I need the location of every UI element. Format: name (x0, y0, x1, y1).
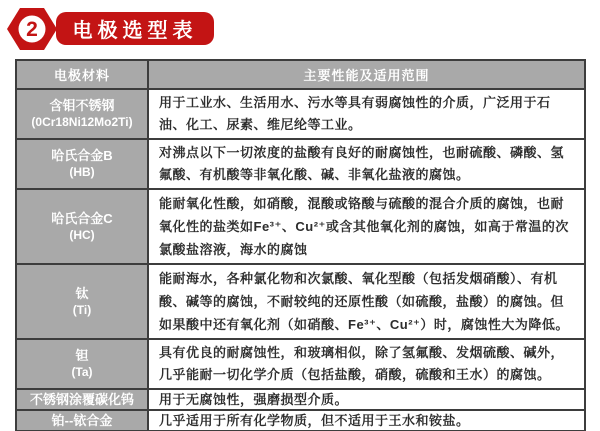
material-name: 不锈钢涂覆碳化钨 (29, 392, 134, 407)
material-cell (16, 264, 148, 339)
material-name: 哈氏合金C (51, 210, 113, 226)
table-row (16, 139, 585, 189)
material-cell (16, 139, 148, 189)
table-row (16, 339, 585, 389)
material-name: 铂--铱合金 (51, 413, 113, 428)
material-code: (Ti) (72, 302, 92, 317)
description-cell: 具有优良的耐腐蚀性，和玻璃相似，除了氢氟酸、发烟硫酸、碱外，几乎能耐一切化学介质（包括盐酸，硝酸，硫酸和王水）的腐蚀。 (148, 339, 585, 389)
description-cell: 能耐氧化性酸，如硝酸，混酸或铬酸与硫酸的混合介质的腐蚀，也耐氧化性的盐类如Fe³⁺、Cu²⁺或含其他氧化剂的腐蚀，如高于常温的次氯酸盐溶液，海水的腐蚀 (148, 189, 585, 264)
material-code: (Ta) (71, 365, 93, 379)
description-cell: 用于无腐蚀性，强磨损型介质。 (148, 389, 585, 410)
material-name: 钛 (75, 285, 89, 301)
material-name: 含钼不锈钢 (49, 98, 115, 113)
table-row (16, 89, 585, 139)
section-number-badge (6, 5, 58, 53)
description-cell: 用于工业水、生活用水、污水等具有弱腐蚀性的介质，广泛用于石油、化工、尿素、维尼纶等工业。 (148, 89, 585, 139)
material-cell (16, 389, 148, 410)
material-cell (16, 339, 148, 389)
description-cell: 对沸点以下一切浓度的盐酸有良好的耐腐蚀性，也耐硫酸、磷酸、氢氟酸、有机酸等非氧化酸、碱、非氧化盐液的腐蚀。 (148, 139, 585, 189)
material-code: (0Cr18Ni12Mo2Ti) (31, 115, 133, 129)
page-title: 电极选型表 (72, 20, 198, 42)
header-cell-material: 电极材料 (16, 60, 148, 89)
table-row (16, 264, 585, 339)
table-row (16, 189, 585, 264)
material-name: 钽 (75, 348, 89, 363)
material-code: (HB) (69, 165, 95, 179)
badge-number: 2 (26, 18, 38, 41)
material-cell (16, 410, 148, 431)
material-cell (16, 89, 148, 139)
material-code: (HC) (69, 227, 95, 242)
title-banner (56, 12, 214, 45)
table-row (16, 389, 585, 410)
electrode-selection-table (15, 59, 586, 431)
header-cell-performance: 主要性能及适用范围 (148, 60, 585, 89)
table-row (16, 410, 585, 431)
description-cell: 几乎适用于所有化学物质，但不适用于王水和铵盐。 (148, 410, 585, 431)
table-body (16, 89, 585, 431)
material-name: 哈氏合金B (51, 148, 113, 163)
material-cell (16, 189, 148, 264)
description-cell: 能耐海水，各种氯化物和次氯酸、氧化型酸（包括发烟硝酸）、有机酸、碱等的腐蚀，不耐较纯的还原性酸（如硫酸，盐酸）的腐蚀。但如果酸中还有氧化剂（如硝酸、Fe³⁺、Cu²⁺）时，腐蚀性大为降低。 (148, 264, 585, 339)
header-row (16, 60, 585, 89)
